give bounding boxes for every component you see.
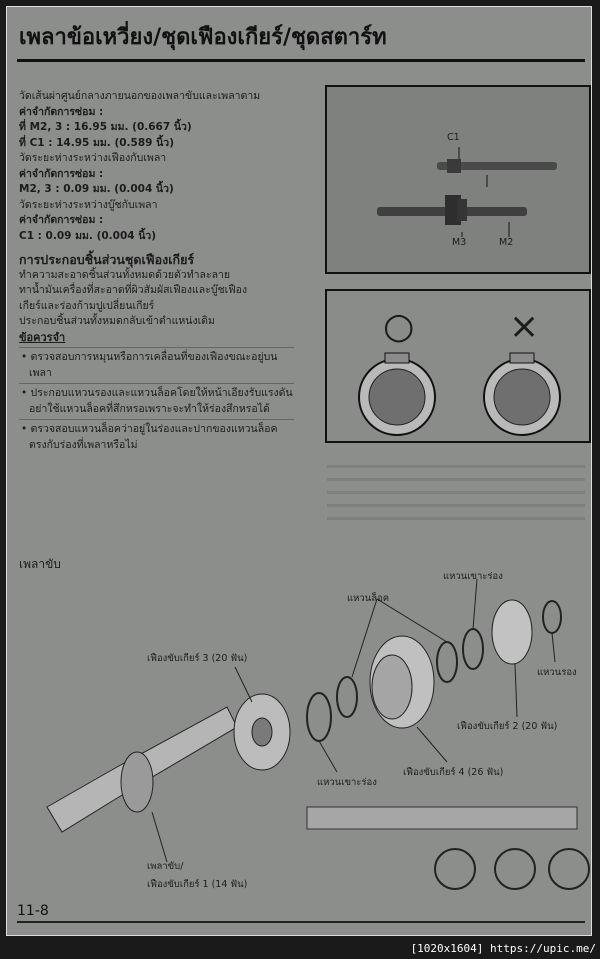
note-item: • ตรวจสอบการหมุนหรือการเคลื่อนที่ของเฟืองขณะอยู่บนเพลา xyxy=(19,347,294,381)
assembly-step: ทำความสะอาดชิ้นส่วนทั้งหมดด้วยตัวทำละลาย xyxy=(19,268,231,281)
note-item: • ตรวจสอบแหวนล็อคว่าอยู่ในร่องและปากของแหวนล็อคตรงกับร่องที่เพลาหรือไม่ xyxy=(19,419,294,453)
page-title: เพลาข้อเหวี่ยง/ชุดเฟืองเกียร์/ชุดสตาร์ท xyxy=(19,25,387,50)
image-host-watermark: [1020x1604] https://upic.me/ xyxy=(410,942,596,955)
mainshaft-exploded-diagram xyxy=(7,567,592,902)
lock-ring-diagram xyxy=(327,291,589,441)
correct-symbol: ○ xyxy=(383,306,415,347)
gear2-label: เฟืองขับเกียร์ 2 (20 ฟัน) xyxy=(457,721,558,732)
bleed-through-text xyxy=(327,455,585,565)
m2-label: M2 xyxy=(499,237,514,248)
assembly-step: ทาน้ำมันเครื่องที่สะอาดที่ผิวสัมผัสเฟืองและบู๊ชเฟือง xyxy=(19,284,248,296)
shaft-measurement-figure xyxy=(325,85,591,274)
limit-heading: ค่าจำกัดการซ่อม : xyxy=(19,214,104,226)
limit-value: ที่ C1 : 14.95 มม. (0.589 นิ้ว) xyxy=(19,136,174,149)
footer-divider xyxy=(17,921,585,923)
page-number: 11-8 xyxy=(17,903,49,919)
manual-page xyxy=(6,6,592,936)
limit-heading: ค่าจำกัดการซ่อม : xyxy=(19,105,104,118)
c1-label: C1 xyxy=(447,132,460,143)
limit-heading: ค่าจำกัดการซ่อม : xyxy=(19,167,104,180)
lock-ring-orientation-figure xyxy=(325,289,591,443)
wrong-symbol: × xyxy=(509,306,540,347)
splined-washer-top-label: แหวนเขาะร่อง xyxy=(443,571,503,582)
gear3-label: เฟืองขับเกียร์ 3 (20 ฟัน) xyxy=(147,653,248,664)
left-text-column xyxy=(19,89,294,453)
measure-line: วัดระยะห่างระหว่างเฟืองกับเพลา xyxy=(19,152,167,164)
measure-line: วัดระยะห่างระหว่างบู๊ชกับเพลา xyxy=(19,198,158,211)
thrust-washer-label: แหวนรอง xyxy=(537,667,577,678)
limit-value: M2, 3 : 0.09 มม. (0.004 นิ้ว) xyxy=(19,183,174,195)
mainshaft-label: เพลาขับ/ xyxy=(147,861,184,872)
splined-washer-bottom-label: แหวนเขาะร่อง xyxy=(317,777,377,788)
measure-line: วัดเส้นผ่าศูนย์กลางภายนอกของเพลาขับและเพลาตาม xyxy=(19,90,261,102)
note-item: • ประกอบแหวนรองและแหวนล็อคโดยให้หน้าเอียงรับแรงดัน อย่าใช้แหวนล็อคที่สึกหรอเพราะจะทำให้ร่องสึกหรอได้ xyxy=(19,383,294,417)
section-heading: การประกอบชิ้นส่วนชุดเฟืองเกียร์ xyxy=(19,252,195,267)
m3-label: M3 xyxy=(452,237,467,248)
assembly-step: ประกอบชิ้นส่วนทั้งหมดกลับเข้าตำแหน่งเดิม xyxy=(19,315,215,327)
limit-value: ที่ M2, 3 : 16.95 มม. (0.667 นิ้ว) xyxy=(19,121,192,133)
gear1-label: เฟืองขับเกียร์ 1 (14 ฟัน) xyxy=(147,879,248,890)
gear4-label: เฟืองขับเกียร์ 4 (26 ฟัน) xyxy=(403,767,504,778)
lock-ring-label: แหวนล็อค xyxy=(347,593,390,604)
exploded-section-title: เพลาขับ xyxy=(19,557,61,571)
title-divider xyxy=(17,59,585,62)
assembly-step: เกียร์และร่องก้ามปูเปลี่ยนเกียร์ xyxy=(19,299,155,312)
limit-value: C1 : 0.09 มม. (0.004 นิ้ว) xyxy=(19,229,157,242)
notes-heading: ข้อควรจำ xyxy=(19,330,66,344)
